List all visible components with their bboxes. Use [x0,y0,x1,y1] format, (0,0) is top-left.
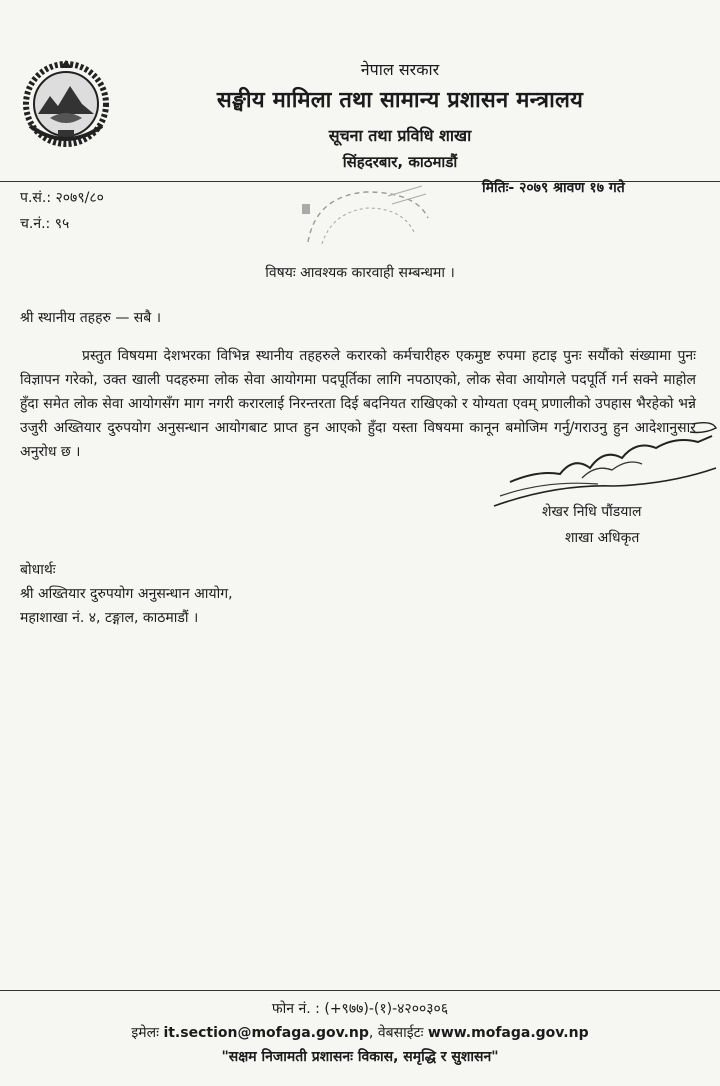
office-location: सिंहदरबार, काठमाडौं [342,153,458,171]
website-link[interactable]: www.mofaga.gov.np [427,1025,589,1041]
footer-divider [0,990,720,991]
ministry-name: सङ्घीय मामिला तथा सामान्य प्रशासन मन्त्रालय [216,88,584,113]
letter-body: प्रस्तुत विषयमा देशभरका विभिन्न स्थानीय तहहरुले करारको कर्मचारीहरु एकमुष्ट रुपमा हटाइ पुनः सयौंको संख्यामा पुनः विज्ञापन गरेको, उक्त खाली पदहरुमा लोक सेवा आयोगमा पदपूर्तिका लागि नपठाएको, लोक सेवा आयोगले पदपूर्ति गर्न सक्ने माहोल हुँदा समेत लोक सेवा आयोगसँग माग नगरी करारलाई निरन्तरता दिई बदनियत राखिएको र योग्यता एवम् प्रणालीको उपहास भैरहेको भन्ने उजुरी अख्तियार दुरुपयोग अनुसन्धान आयोगबाट प्राप्त हुन आएको हुँदा यस्ता विषयमा कानून बमोजिम गर्नु/गराउनु हुन आदेशानुसार अनुरोध छ । [20,348,696,460]
signatory-name: शेखर निधि पौंडयाल [542,504,642,520]
footer-motto: "सक्षम निजामती प्रशासनः विकास, समृद्धि र सुशासन" [221,1049,499,1065]
signatory-title: शाखा अधिकृत [565,530,640,546]
email-label: इमेलः [131,1025,159,1041]
reference-number: प.सं.: २०७९/८० [20,190,104,206]
letter-subject: विषयः आवश्यक कारवाही सम्बन्धमा । [265,265,455,281]
section-name: सूचना तथा प्रविधि शाखा [328,126,472,145]
letter-addressee: श्री स्थानीय तहहरु — सबै । [20,310,162,326]
cc-recipient-address: महाशाखा नं. ४, टङ्गाल, काठमाडौं । [20,610,199,626]
dispatch-number: च.नं.: ९५ [20,216,70,232]
email-link[interactable]: it.section@mofaga.gov.np [163,1025,369,1041]
nepal-government-emblem-icon [20,56,112,148]
cc-recipient: श्री अख्तियार दुरुपयोग अनुसन्धान आयोग, [20,586,233,602]
footer-phone: फोन नं. : (+९७७)-(१)-४२००३०६ [271,1001,449,1017]
government-name: नेपाल सरकार [360,60,440,79]
cc-label: बोधार्थः [20,562,56,578]
office-seal-stamp [292,182,442,254]
letter-date: मितिः- २०७९ श्रावण १७ गते [482,180,625,196]
website-label: , वेबसाईटः [368,1025,424,1041]
footer-contact [0,1023,720,1042]
